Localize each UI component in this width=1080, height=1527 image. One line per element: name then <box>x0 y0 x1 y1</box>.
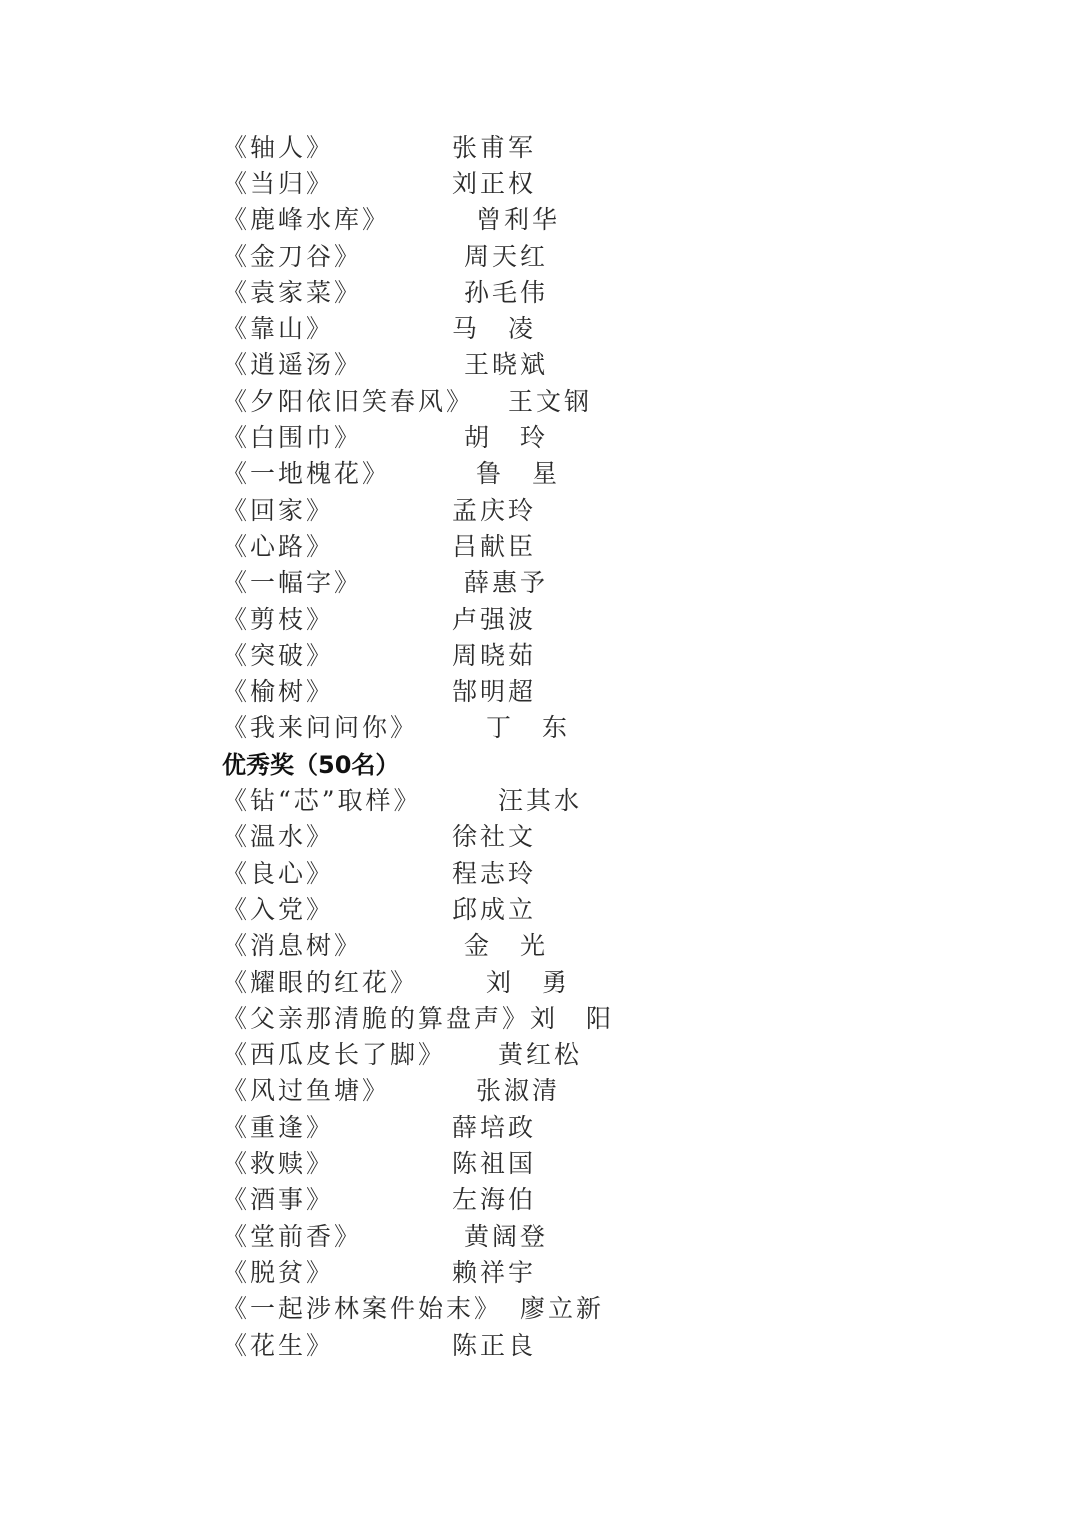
entry-title: 《突破》 <box>222 641 335 670</box>
section-heading: 优秀奖（50名） <box>222 751 400 779</box>
entry-author: 鲁 星 <box>476 459 561 488</box>
entry-author: 薛惠予 <box>464 568 549 597</box>
entry-title: 《轴人》 <box>222 133 335 162</box>
entry-author: 黄红松 <box>498 1040 583 1069</box>
entry-title: 《堂前香》 <box>222 1222 363 1251</box>
entry-title: 《一幅字》 <box>222 568 363 597</box>
entry-title: 《当归》 <box>222 169 335 198</box>
entry-title: 《父亲那清脆的算盘声》 <box>222 1004 531 1033</box>
entry-author: 黄阔登 <box>464 1222 549 1251</box>
entry-title: 《袁家菜》 <box>222 278 363 307</box>
entry-title: 《酒事》 <box>222 1185 335 1214</box>
entry-title: 《消息树》 <box>222 931 363 960</box>
entry-author: 卢强波 <box>452 605 537 634</box>
entry-author: 吕献臣 <box>452 532 537 561</box>
entry-author: 张甫军 <box>452 133 537 162</box>
entry-author: 张淑清 <box>476 1076 561 1105</box>
entry-author: 邱成立 <box>452 895 537 924</box>
entry-title: 《我来问问你》 <box>222 713 419 742</box>
entry-author: 郜明超 <box>452 677 537 706</box>
entry-title: 《温水》 <box>222 822 335 851</box>
entry-author: 丁 东 <box>486 713 571 742</box>
entry-title: 《良心》 <box>222 859 335 888</box>
entry-author: 周天红 <box>464 242 549 271</box>
entry-author: 王晓斌 <box>464 350 549 379</box>
entry-title: 《重逢》 <box>222 1113 335 1142</box>
entry-author: 周晓茹 <box>452 641 537 670</box>
entry-author: 刘正权 <box>452 169 537 198</box>
entry-author: 胡 玲 <box>464 423 549 452</box>
entry-title: 《救赎》 <box>222 1149 335 1178</box>
entry-author: 徐社文 <box>452 822 537 851</box>
entry-title: 《夕阳依旧笑春风》 <box>222 387 475 416</box>
entry-author: 马 凌 <box>452 314 537 343</box>
entry-title: 《西瓜皮长了脚》 <box>222 1040 447 1069</box>
entry-author: 薛培政 <box>452 1113 537 1142</box>
entry-title: 《鹿峰水库》 <box>222 205 391 234</box>
entry-title: 《逍遥汤》 <box>222 350 363 379</box>
entry-author: 廖立新 <box>520 1294 605 1323</box>
entry-author: 王文钢 <box>508 387 593 416</box>
entry-title: 《一地槐花》 <box>222 459 391 488</box>
entry-title: 《风过鱼塘》 <box>222 1076 391 1105</box>
entry-author: 孙毛伟 <box>464 278 549 307</box>
entry-title: 《耀眼的红花》 <box>222 968 419 997</box>
entry-author: 曾利华 <box>476 205 561 234</box>
entry-title: 《脱贫》 <box>222 1258 335 1287</box>
entry-author: 汪其水 <box>498 786 583 815</box>
entry-author: 刘 勇 <box>486 968 571 997</box>
entry-title: 《榆树》 <box>222 677 335 706</box>
entry-title: 《剪枝》 <box>222 605 335 634</box>
entry-author: 程志玲 <box>452 859 537 888</box>
entry-title: 《白围巾》 <box>222 423 363 452</box>
entry-author: 金 光 <box>464 931 549 960</box>
entry-title: 《一起涉林案件始末》 <box>222 1294 503 1323</box>
entry-title: 《回家》 <box>222 496 335 525</box>
entry-author: 孟庆玲 <box>452 496 537 525</box>
entry-title: 《靠山》 <box>222 314 335 343</box>
entry-author: 赖祥宇 <box>452 1258 537 1287</box>
entry-title: 《金刀谷》 <box>222 242 363 271</box>
entry-author: 陈祖国 <box>452 1149 537 1178</box>
entry-title: 《入党》 <box>222 895 335 924</box>
entry-title: 《钻“芯”取样》 <box>222 786 422 815</box>
entry-title: 《心路》 <box>222 532 335 561</box>
entry-author: 刘 阳 <box>530 1004 615 1033</box>
entry-author: 陈正良 <box>452 1331 537 1360</box>
entry-title: 《花生》 <box>222 1331 335 1360</box>
entry-author: 左海伯 <box>452 1185 537 1214</box>
